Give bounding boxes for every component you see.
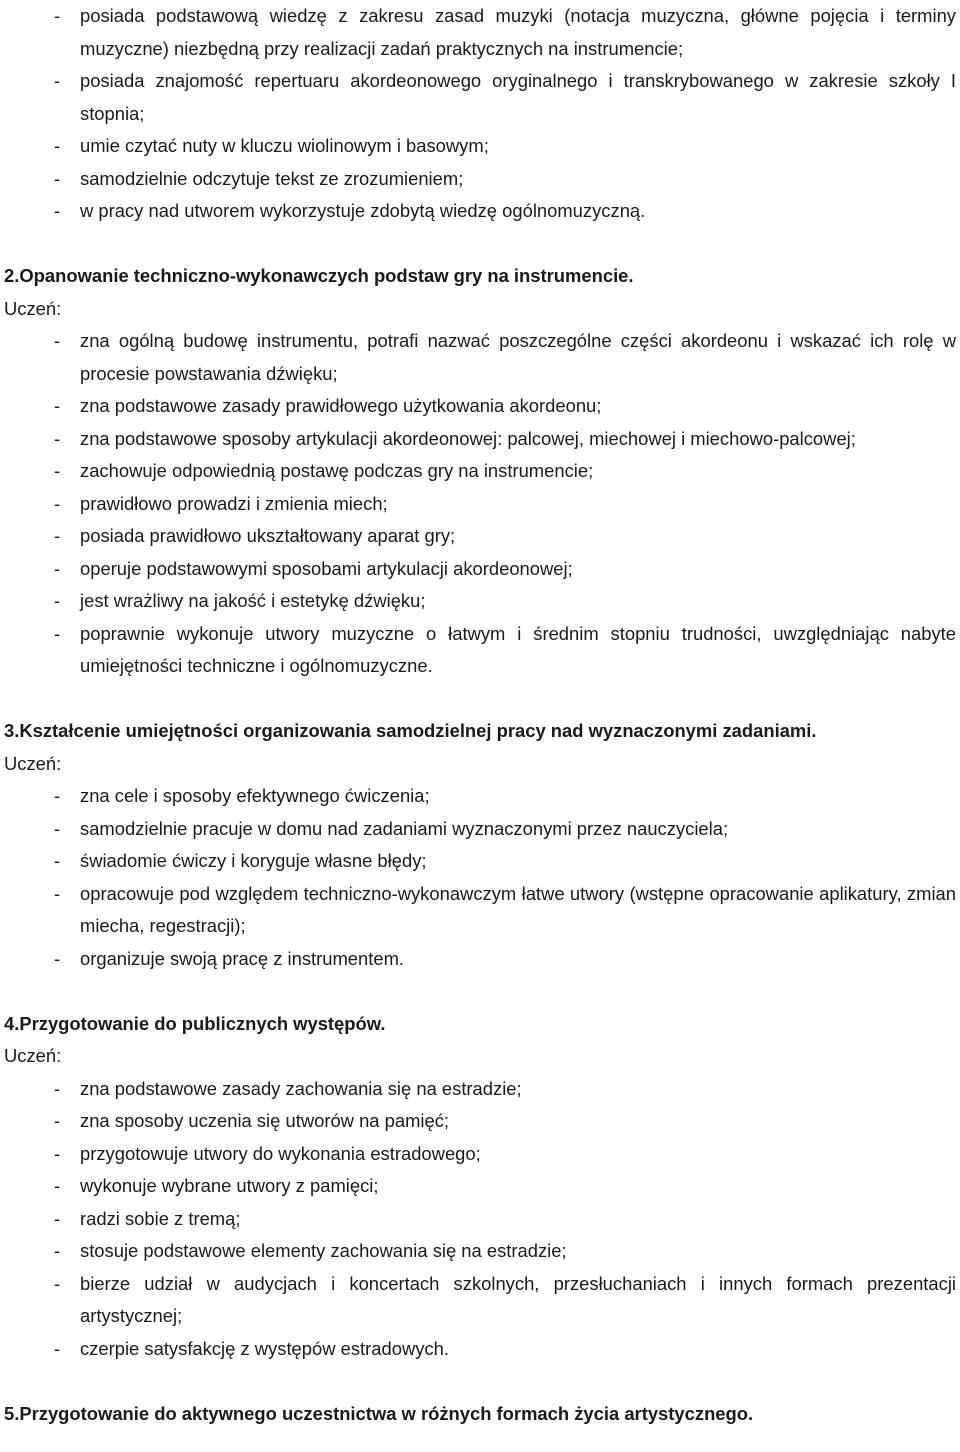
list-dash: - (54, 1240, 61, 1261)
list-item (0, 488, 960, 521)
list-dash: - (54, 330, 61, 351)
list-dash: - (54, 167, 61, 189)
list-item (0, 325, 960, 390)
list-dash: - (54, 882, 61, 904)
list-item (0, 1105, 960, 1138)
list-dash: - (54, 492, 61, 514)
list-dash: - (54, 135, 61, 156)
list-dash: - (54, 1207, 61, 1229)
list-dash: - (54, 460, 61, 481)
section-gap (0, 1365, 960, 1398)
list-item (0, 1203, 960, 1236)
list-dash: - (54, 525, 61, 546)
section4-uczen-label: Uczeń: (4, 1045, 62, 1066)
list-dash: - (54, 590, 61, 611)
list-item (0, 1333, 960, 1366)
list-dash: - (54, 70, 61, 91)
list-item-text: w pracy nad utworem wykorzystuje zdobytą wiedzę ogólnomuzyczną. (80, 200, 646, 221)
list-dash: - (54, 557, 61, 579)
list-item (0, 780, 960, 813)
list-item (0, 1170, 960, 1203)
section-gap (0, 683, 960, 716)
list-dash: - (54, 947, 61, 969)
list-item-text: zna podstawowe zasady prawidłowego użytkowania akordeonu; (80, 395, 602, 416)
list-dash: - (54, 200, 61, 221)
list-item (0, 618, 960, 683)
list-item (0, 845, 960, 878)
list-dash: - (54, 5, 61, 26)
list-item (0, 1073, 960, 1106)
list-item (0, 423, 960, 456)
list-item (0, 1235, 960, 1268)
list-item-text: umie czytać nuty w kluczu wiolinowym i basowym; (80, 135, 489, 156)
list-dash: - (54, 1077, 61, 1099)
list-item-text: prawidłowo prowadzi i zmienia miech; (80, 492, 388, 514)
section2-list (0, 325, 960, 683)
section2-uczen-label: Uczeń: (4, 297, 62, 319)
list-item-text: posiada podstawową wiedzę z zakresu zasad muzyki (notacja muzyczna, główne pojęcia i terminy muzyczne) niezbędną przy realizacji zadań praktycznych na instrumencie; (80, 5, 956, 59)
section1-list (0, 0, 960, 228)
list-dash: - (54, 1175, 61, 1196)
list-item-text: zna podstawowe zasady zachowania się na estradzie; (80, 1077, 522, 1099)
list-item-text: zna ogólną budowę instrumentu, potrafi nazwać poszczególne części akordeonu i wskazać ich rolę w procesie powstawania dźwięku; (80, 330, 956, 384)
list-dash: - (54, 1272, 61, 1294)
list-item-text: świadomie ćwiczy i koryguje własne błędy; (80, 850, 427, 871)
section-gap (0, 975, 960, 1008)
list-item-text: czerpie satysfakcję z występów estradowych. (80, 1337, 449, 1359)
list-item-text: bierze udział w audycjach i koncertach szkolnych, przesłuchaniach i innych formach prezentacji artystycznej; (80, 1272, 956, 1326)
list-item (0, 195, 960, 228)
list-item-text: posiada znajomość repertuaru akordeonowego oryginalnego i transkrybowanego w zakresie szkoły I stopnia; (80, 70, 956, 124)
list-dash: - (54, 850, 61, 871)
list-dash: - (54, 427, 61, 449)
section3-list (0, 780, 960, 975)
list-item-text: poprawnie wykonuje utwory muzyczne o łatwym i średnim stopniu trudności, uwzględniając nabyte umiejętności techniczne i ogólnomuzyczne. (80, 622, 956, 676)
list-item-text: jest wrażliwy na jakość i estetykę dźwięku; (80, 590, 426, 611)
list-item (0, 1138, 960, 1171)
list-item (0, 520, 960, 553)
list-item-text: radzi sobie z tremą; (80, 1207, 241, 1229)
section2-heading: 2.Opanowanie techniczno-wykonawczych podstaw gry na instrumencie. (4, 265, 634, 286)
list-item (0, 813, 960, 846)
list-item (0, 390, 960, 423)
list-dash: - (54, 785, 61, 806)
list-item-text: zachowuje odpowiednią postawę podczas gry na instrumencie; (80, 460, 594, 481)
list-item (0, 65, 960, 130)
list-item-text: opracowuje pod względem techniczno-wykonawczym łatwe utwory (wstępne opracowanie aplikatury, zmian miecha, regestracji); (80, 882, 956, 936)
section4-list (0, 1073, 960, 1366)
section3-uczen-label: Uczeń: (4, 752, 62, 774)
section3-heading: 3.Kształcenie umiejętności organizowania samodzielnej pracy nad wyznaczonymi zadaniami. (4, 720, 817, 741)
list-item (0, 0, 960, 65)
list-dash: - (54, 622, 61, 644)
list-dash: - (54, 1142, 61, 1164)
list-dash: - (54, 817, 61, 839)
list-item-text: wykonuje wybrane utwory z pamięci; (80, 1175, 379, 1196)
list-item-text: zna sposoby uczenia się utworów na pamięć; (80, 1110, 450, 1131)
list-item-text: samodzielnie odczytuje tekst ze zrozumieniem; (80, 167, 464, 189)
section5-heading: 5.Przygotowanie do aktywnego uczestnictwa w różnych formach życia artystycznego. (4, 1402, 754, 1424)
list-item-text: stosuje podstawowe elementy zachowania się na estradzie; (80, 1240, 567, 1261)
section-gap (0, 228, 960, 261)
list-item-text: zna podstawowe sposoby artykulacji akordeonowej: palcowej, miechowej i miechowo-palcowej; (80, 427, 856, 449)
list-dash: - (54, 1110, 61, 1131)
list-item-text: przygotowuje utwory do wykonania estradowego; (80, 1142, 481, 1164)
list-item (0, 585, 960, 618)
list-dash: - (54, 1337, 61, 1359)
list-item-text: posiada prawidłowo ukształtowany aparat gry; (80, 525, 456, 546)
list-item (0, 130, 960, 163)
list-item (0, 1268, 960, 1333)
list-item-text: samodzielnie pracuje w domu nad zadaniami wyznaczonymi przez nauczyciela; (80, 817, 729, 839)
section4-heading: 4.Przygotowanie do publicznych występów. (4, 1012, 386, 1034)
list-item (0, 878, 960, 943)
list-item (0, 943, 960, 976)
list-item-text: organizuje swoją pracę z instrumentem. (80, 947, 405, 969)
list-dash: - (54, 395, 61, 416)
list-item (0, 455, 960, 488)
list-item-text: zna cele i sposoby efektywnego ćwiczenia; (80, 785, 430, 806)
list-item (0, 553, 960, 586)
list-item-text: operuje podstawowymi sposobami artykulacji akordeonowej; (80, 557, 573, 579)
list-item (0, 163, 960, 196)
